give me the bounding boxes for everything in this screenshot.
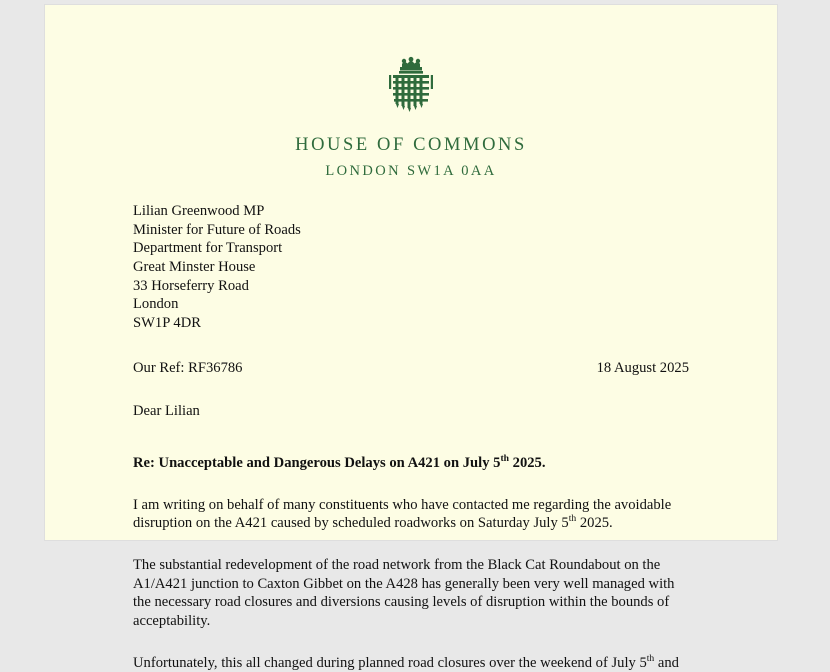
paragraph-1-text: I am writing on behalf of many constituents who have contacted me regarding the avoidable disruption on the A421 caused by scheduled roadworks on Saturday July 5 [133,496,672,532]
paragraph-3-tail: and [654,654,679,671]
addressee-line-4: Great Minster House [133,259,256,276]
paragraph-1-ordinal: th [568,513,577,525]
paragraph-2 [133,556,689,631]
our-ref: Our Ref: RF36786 [133,359,243,376]
addressee-line-5: 33 Horseferry Road [133,277,249,294]
paragraph-3 [133,654,689,672]
addressee-line-3: Department for Transport [133,240,283,257]
subject-ordinal: th [500,453,509,465]
letterhead [45,5,777,180]
subject-suffix: 2025. [509,455,546,472]
addressee-line-2: Minister for Future of Roads [133,221,301,238]
addressee-line-6: London [133,296,179,313]
house-of-commons-address: LONDON SW1A 0AA [325,163,497,179]
addressee-line-7: SW1P 4DR [133,315,201,332]
paragraph-2-text: The substantial redevelopment of the road network from the Black Cat Roundabout on the A1/A421 junction to Caxton Gibbet on the A428 has generally been very well managed with the necessary road closures and diversions causing levels of disruption within the bounds of acceptability. [133,557,675,630]
portcullis-crowned-icon [378,55,444,121]
letter-date: 18 August 2025 [596,359,689,376]
paragraph-1-tail: 2025. [576,515,613,532]
subject-line [133,454,689,473]
salutation: Dear Lilian [133,403,200,420]
paragraph-1 [133,496,689,533]
house-of-commons-title: HOUSE OF COMMONS [295,135,527,155]
addressee-block [133,202,689,333]
addressee-line-1: Lilian Greenwood MP [133,203,265,219]
paragraph-3-ordinal: th [646,652,655,664]
letter-page [45,5,777,671]
letter-body [45,202,777,672]
paragraph-3-text: Unfortunately, this all changed during planned road closures over the weekend of July 5 [133,654,647,671]
subject-prefix: Re: Unacceptable and Dangerous Delays on A421 on July 5 [133,455,501,472]
reference-row [133,359,689,378]
